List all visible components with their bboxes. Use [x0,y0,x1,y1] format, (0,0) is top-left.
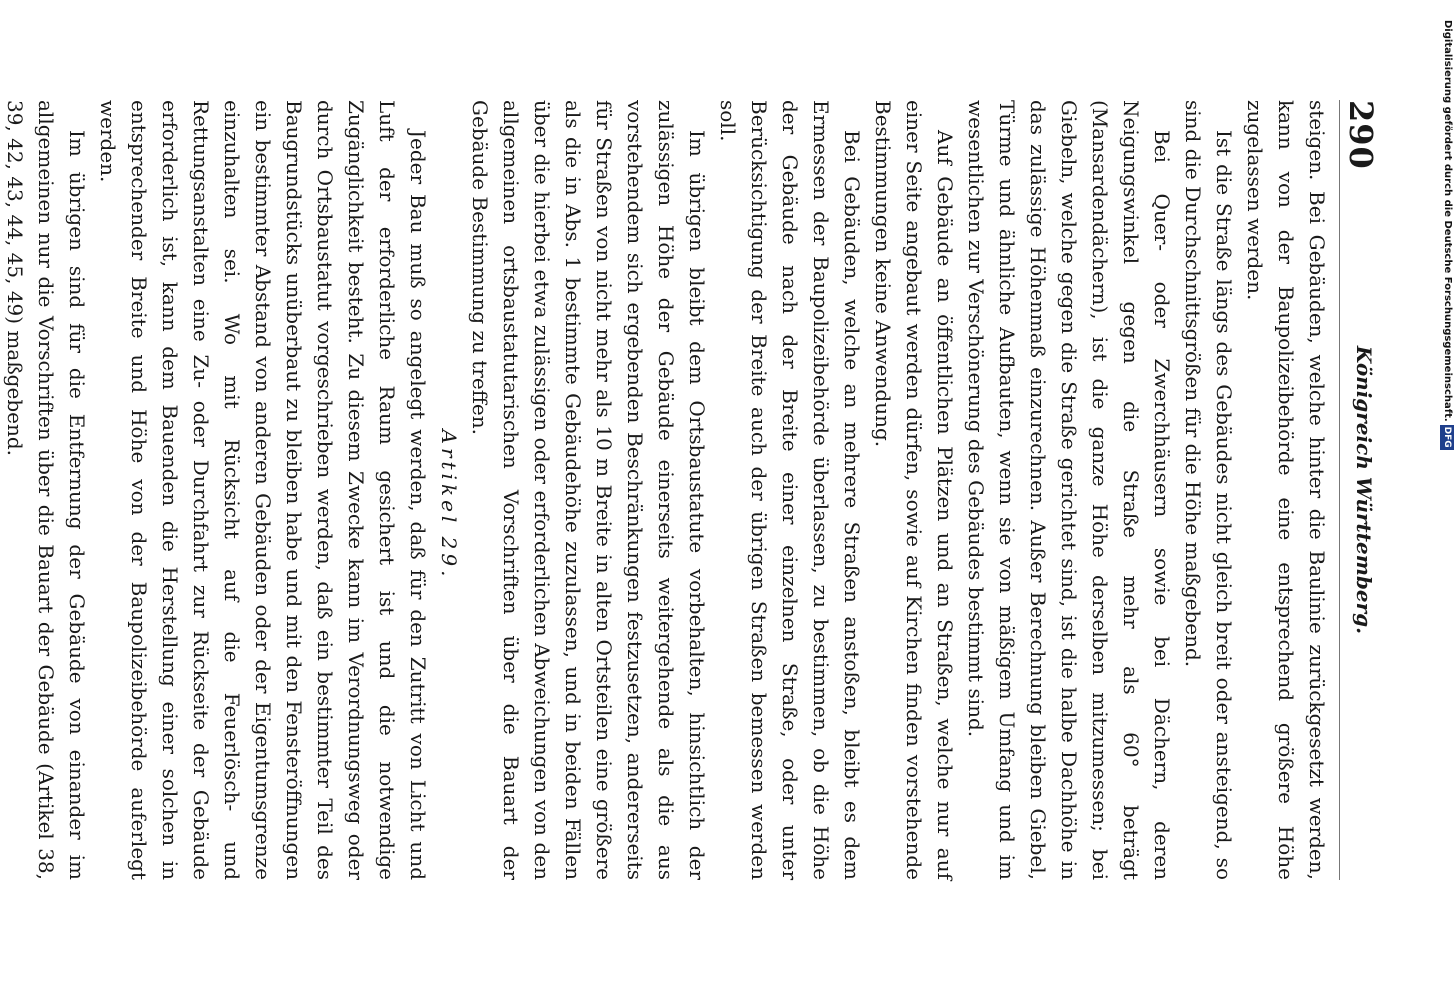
paragraph: Auf Gebäude an öffentlichen Plätzen und an Straßen, welche nur auf einer Seite angebaut werden dürfen, sowie auf Kirchen finden vorstehende Bestimmungen keine Anwendung. [871,100,957,880]
paragraph: Im übrigen bleibt dem Ortsbaustatute vorbehalten, hinsichtlich der zulässigen Höhe der Gebäude einerseits weitergehende als die aus vorstehendem sich ergebenden Beschränkungen festzusetzen, andererseits für Straßen von nicht mehr als 10 m Breite in alten Ortsteilen eine größere als die in Abs. 1 bestimmte Gebäudehöhe zuzulassen, und in beiden Fällen über die hierbei etwa zulässigen oder erforderlichen Abweichungen von den allgemeinen ortsbaustatutarischen Vorschriften über die Bauart der Gebäude Bestimmung zu treffen. [468,100,709,880]
body-text [0,100,1332,880]
rotated-page-content [3,100,1380,900]
page-header: Königreich Württemberg. [1352,345,1376,635]
article-29-heading: Artikel 29. [437,429,461,581]
paragraph: Im übrigen sind für die Entfernung der Gebäude von einander im allgemeinen nur die Vorschriften über die Bauart der Gebäude (Artikel 38, 39, 42, 43, 44, 45, 49) maßgebend. [3,100,89,880]
paragraph: Jeder Bau muß so angelegt werden, daß für den Zutritt von Licht und Luft der erforderliche Raum gesichert ist und die notwendige Zugänglichkeit besteht. Zu diesem Zwecke kann im Verordnungsweg oder durch Ortsbaustatut vorgeschrieben werden, daß ein bestimmter Teil des Baugrundstücks unüberbaut zu bleiben habe und mit den Fensteröffnungen ein bestimmter Abstand von anderen Gebäuden oder der Eigentumsgrenze einzuhalten sei. Wo mit Rücksicht auf die Feuerlösch- und Rettungsanstalten eine Zu- oder Durchfahrt zur Rückseite der Gebäude erforderlich ist, kann dem Bauenden die Herstellung einer solchen in entsprechender Breite und Höhe von der Baupolizeibehörde auferlegt werden. [96,100,430,880]
page-number: 290 [1342,100,1380,170]
dfg-logo: DFG [1442,426,1452,448]
digitization-credit [1440,20,1454,1000]
paragraph: Ist die Straße längs des Gebäudes nicht gleich breit oder ansteigend, so sind die Durchschnittsgrößen für die Höhe maßgebend. [1181,100,1236,880]
running-head [1344,100,1380,880]
paragraph: steigen. Bei Gebäuden, welche hinter die Baulinie zurückgesetzt werden, kann von der Baupolizeibehörde eine entsprechend größere Höhe zugelassen werden. [1243,100,1329,880]
header-rule [1339,100,1340,880]
credit-text: Digitalisierung gefördert durch die Deutsche Forschungsgemeinschaft. [1442,20,1453,422]
paragraph: Bei Quer- oder Zwerchhäusern sowie bei Dächern, deren Neigungswinkel gegen die Straße mehr als 60° beträgt (Mansardendächern), ist die ganze Höhe derselben mitzumessen; bei Giebeln, welche gegen die Straße gerichtet sind, ist die halbe Dachhöhe in das zulässige Höhenmaß einzurechnen. Außer Berechnung bleiben Giebel, Türme und ähnliche Aufbauten, wenn sie von mäßigem Umfang und im wesentlichen zur Verschönerung des Gebäudes bestimmt sind. [964,100,1174,880]
paragraph: Bei Gebäuden, welche an mehrere Straßen anstoßen, bleibt es dem Ermessen der Baupolizeibehörde überlassen, zu bestimmen, ob die Höhe der Gebäude nach der Breite einer einzelnen Straße, oder unter Berücksichtigung der Breite auch der übrigen Straßen bemessen werden soll. [716,100,864,880]
